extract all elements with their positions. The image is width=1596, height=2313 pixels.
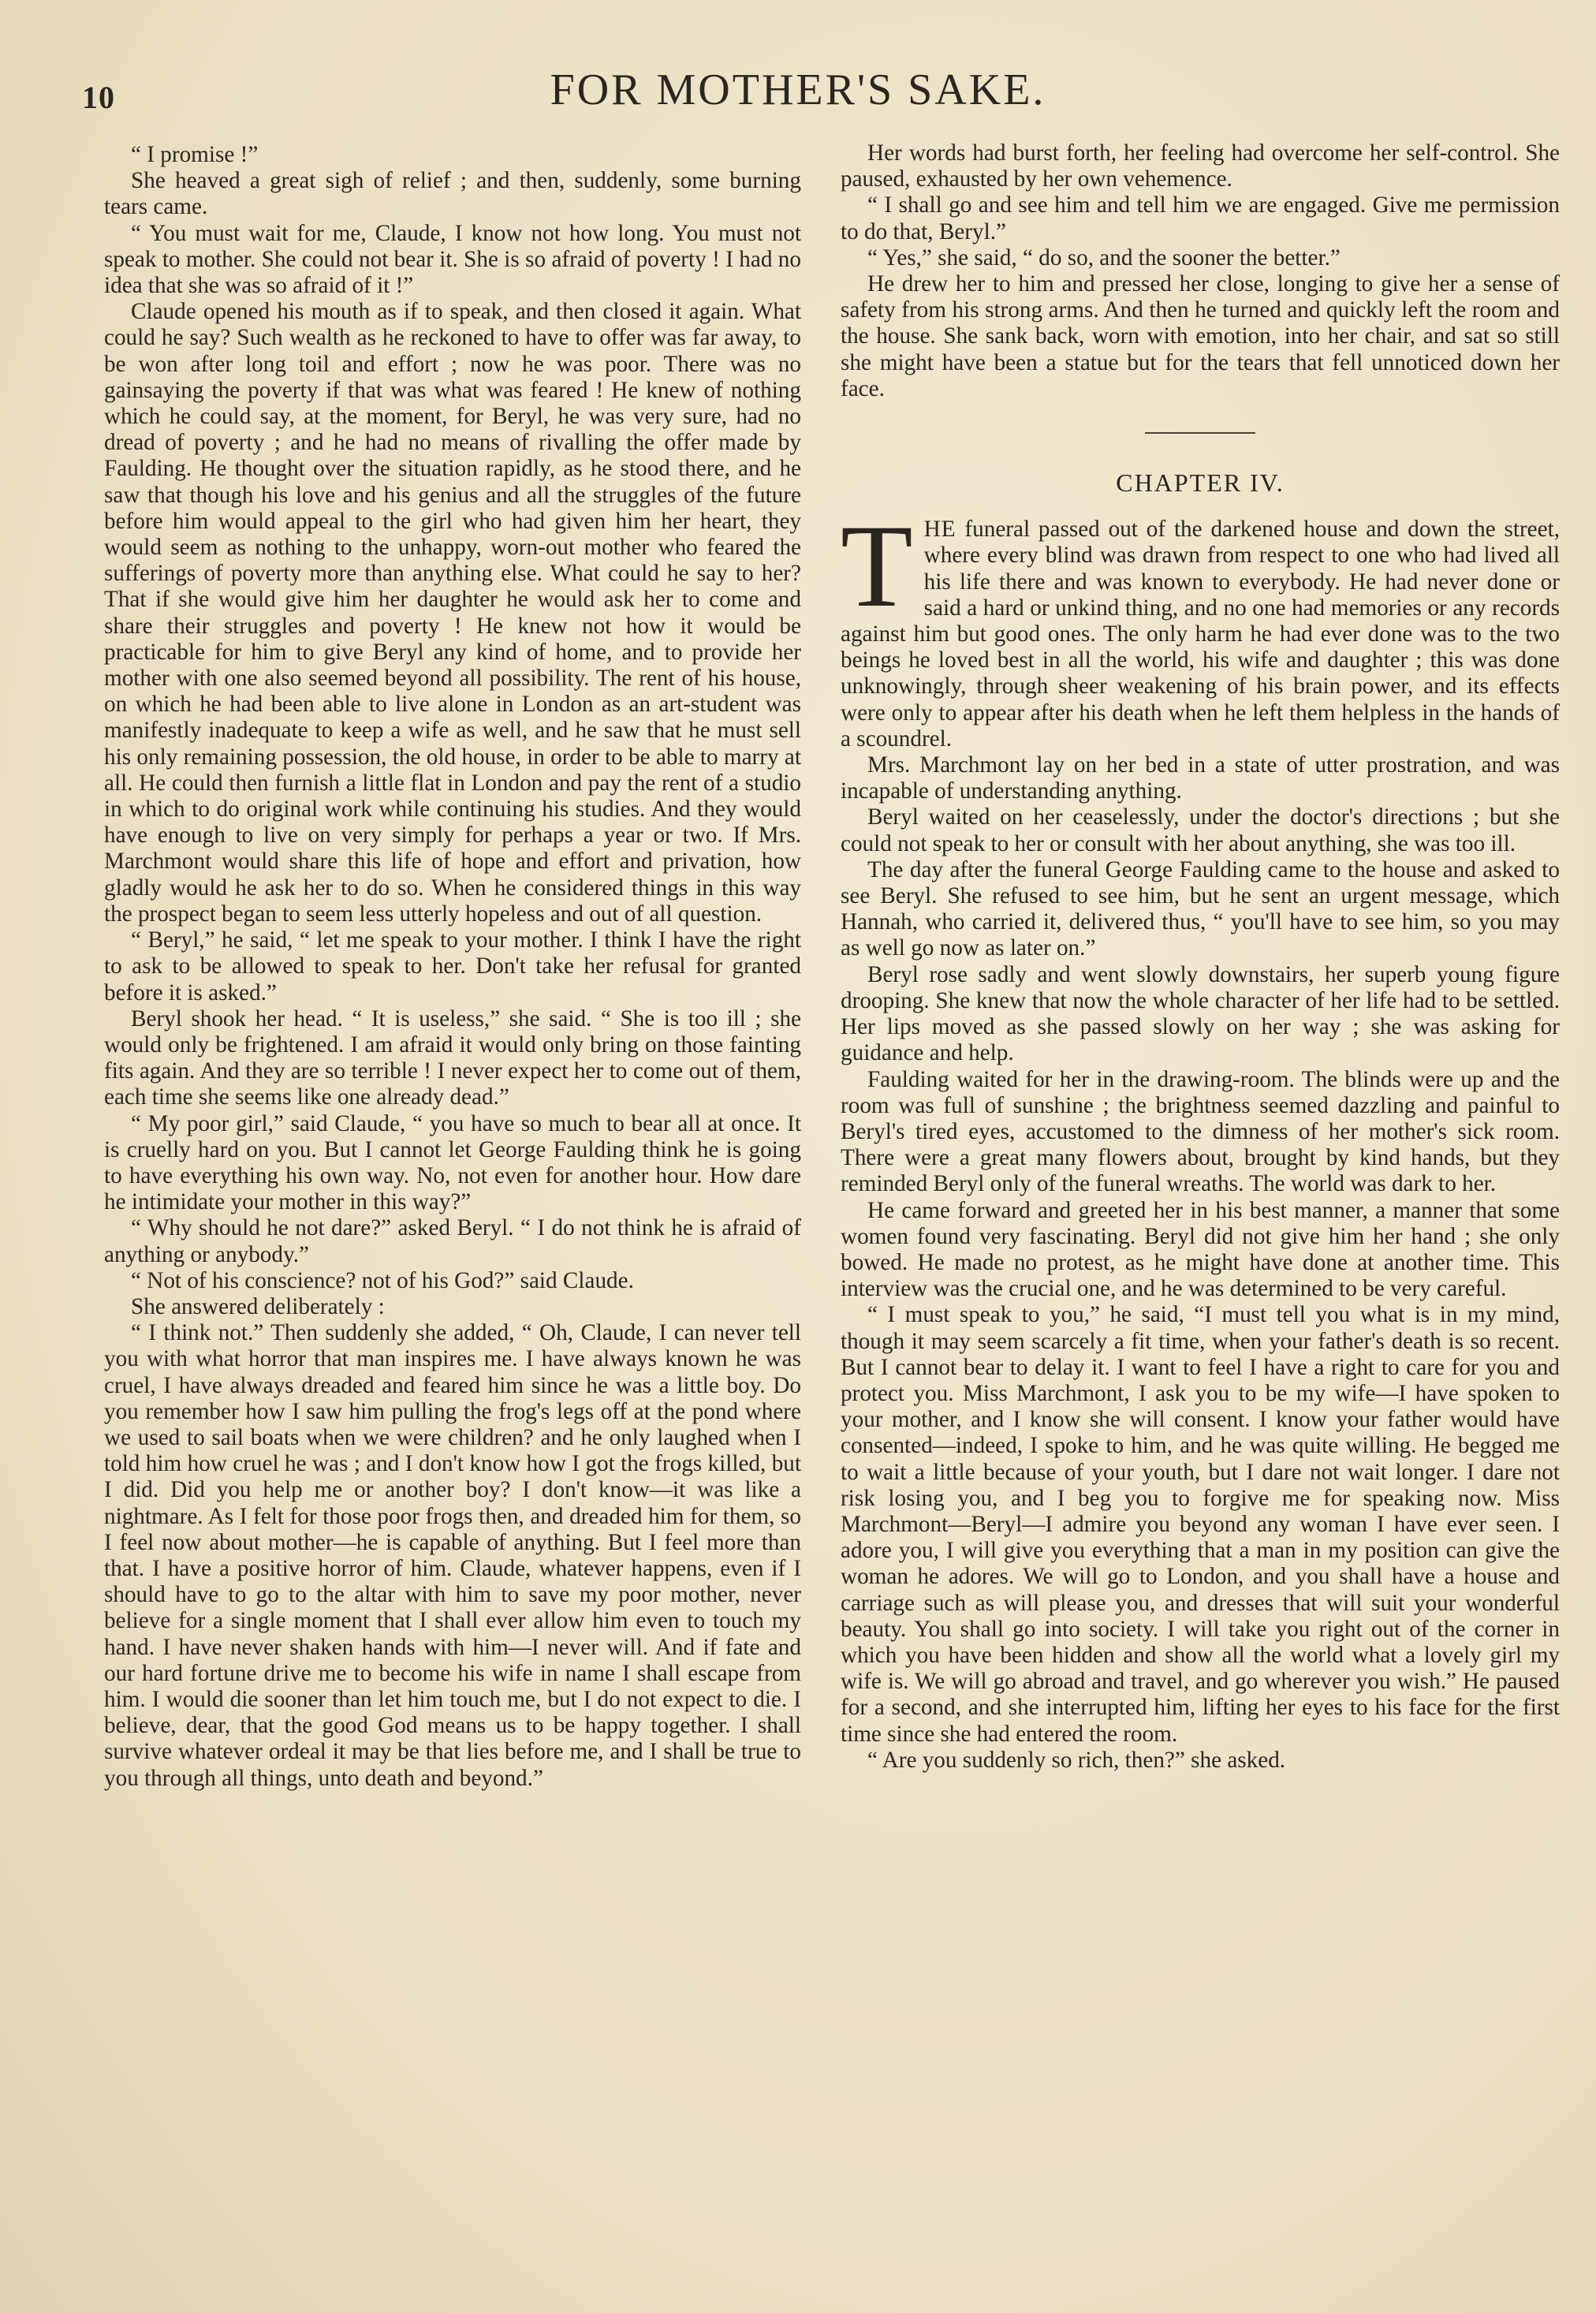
paragraph: Beryl rose sadly and went slowly downstairs, her superb young figure drooping. She knew that now the whole character of her life had to be settled. Her lips moved as she passed slowly on her way ; she was asking for guidance and help. [841, 961, 1560, 1066]
paragraph: “ My poor girl,” said Claude, “ you have so much to bear all at once. It is cruelly hard on you. But I cannot let George Faulding think he is going to have everything his own way. No, not even for another hour. How dare he intimidate your mother in this way?” [104, 1110, 801, 1215]
paragraph: “ Beryl,” he said, “ let me speak to your mother. I think I have the right to ask to be allowed to speak to her. Don't take her refusal for granted before it is asked.” [104, 927, 801, 1005]
paragraph: “ Are you suddenly so rich, then?” she asked. [867, 1747, 1286, 1773]
paragraph: He drew her to him and pressed her close, longing to give her a sense of safety from his strong arms. And then he turned and quickly left the room and the house. She sank back, worn with emotion, into her chair, and sat so still she might have been a statue but for the tears that fell unnoticed down her face. [841, 271, 1560, 401]
paragraph: The day after the funeral George Faulding came to the house and asked to see Beryl. She refused to see him, but he sent an urgent message, which Hannah, who carried it, delivered thus, “ you'll have to see him, so you may as well go now as later on.” [841, 856, 1560, 961]
paragraph: She answered deliberately : [131, 1293, 385, 1319]
paragraph: Mrs. Marchmont lay on her bed in a state of utter prostration, and was incapable of understanding anything. [841, 752, 1560, 804]
paragraph: “ Yes,” she said, “ do so, and the sooner the better.” [867, 244, 1341, 270]
page-number: 10 [82, 80, 115, 115]
paragraph: Claude opened his mouth as if to speak, and then closed it again. What could he say? Such wealth as he reckoned to have to offer was far away, to be won after long toil and effort ; now he was poor. There was no gainsaying the poverty if that was what was feared ! He knew of nothing which he could say, at the moment, for Beryl, he was very sure, had no dread of poverty ; and he had no means of rivalling the offer made by Faulding. He thought over the situation rapidly, as he stood there, and he saw that though his love and his genius and all the struggles of the future before him would appeal to the girl who had given him her heart, they would seem as nothing to the unhappy, worn-out mother who feared the sufferings of poverty more than anything else. What could he say to her? That if she would give him her daughter he would ask her to come and share their struggles and poverty ! He knew not how it would be practicable for him to give Beryl any kind of home, and to provide her mother with one also seemed beyond all possibility. The rent of his house, on which he had been able to live alone in London as an art-student was manifestly inadequate to keep a wife as well, and he saw that he must sell his only remaining possession, the old house, in order to be able to marry at all. He could then furnish a little flat in London and pay the rent of a studio in which to do original work while continuing his studies. And they would have enough to live on very simply for perhaps a year or two. If Mrs. Marchmont would share this life of hope and effort and privation, how gladly would he ask her to do so. When he considered things in this way the prospect began to seem less utterly hopeless and out of all question. [104, 299, 801, 927]
paragraph: She heaved a great sigh of relief ; and then, suddenly, some burning tears came. [104, 168, 801, 220]
paragraph: “ I shall go and see him and tell him we are engaged. Give me permission to do that, Beryl.” [841, 192, 1560, 244]
paragraph: “ I must speak to you,” he said, “I must tell you what is in my mind, though it may seem scarcely a fit time, when your father's death is so recent. But I cannot bear to delay it. I want to feel I have a right to care for you and protect you. Miss Marchmont, I ask you to be my wife—I have spoken to your mother, and I know she will consent. I know your father would have consented—indeed, I spoke to him, and he was quite willing. He begged me to wait a little because of your youth, but I dare not wait longer. I dare not risk losing you, and I beg you to forgive me for speaking now. Miss Marchmont—Beryl—I admire you beyond any woman I have ever seen. I adore you, I will give you everything that a man in my position can give the woman he adores. We will go to London, and you shall have a house and carriage such as will please you, and dresses that will suit your wonderful beauty. You shall go into society. I will take you right out of the corner in which you have been hidden and show all the world what a lovely girl my wife is. We will go abroad and travel, and go wherever you wish.” He paused for a second, and she interrupted him, lifting her eyes to his face for the first time since she had entered the room. [841, 1302, 1560, 1747]
right-column [841, 140, 1560, 1774]
section-divider [1145, 432, 1255, 434]
drop-cap: T [841, 501, 913, 632]
paragraph: He came forward and greeted her in his best manner, a manner that some women found very fascinating. Beryl did not give him her hand ; she only bowed. He made no protest, as he might have done at another time. This interview was the crucial one, and he was determined to be very careful. [841, 1197, 1560, 1302]
opening-text: funeral passed out of the darkened house and down the street, where every blind was drawn from respect to one who had lived all his life there and was known to everybody. He had never done or said a hard or unkind thing, and no one had memories or any records against him but good ones. The only harm he had ever done was to the two beings he loved best in all the world, his wife and daughter ; this was done unknowingly, through sheer weakening of his brain power, and its effects were only to appear after his death when he left them helpless in the hands of a scoundrel. [841, 517, 1560, 752]
paragraph: “ Why should he not dare?” asked Beryl. “ I do not think he is afraid of anything or anybody.” [104, 1215, 801, 1267]
running-title: FOR MOTHER'S SAKE. [550, 65, 1046, 114]
chapter-opening-paragraph [841, 501, 1560, 752]
paragraph: Faulding waited for her in the drawing-room. The blinds were up and the room was full of sunshine ; the brightness seemed dazzling and painful to Beryl's tired eyes, accustomed to the dimness of her mother's sick room. There were a great many flowers about, brought by kind hands, but they reminded Beryl only of the funeral wreaths. The world was dark to her. [841, 1066, 1560, 1197]
opening-caps: HE [923, 517, 956, 543]
paragraph: “ I think not.” Then suddenly she added, “ Oh, Claude, I can never tell you with what horror that man inspires me. I have always known he was cruel, I have always dreaded and feared him since he was a little boy. Do you remember how I saw him pulling the frog's legs off at the pond where we used to sail boats when we were children? and he only laughed when I told him how cruel he was ; and I don't know how I got the frogs killed, but I did. Did you help me or another boy? I don't know—it was like a nightmare. As I felt for those poor frogs then, and dreaded him for them, so I feel now about mother—he is capable of anything. But I feel more than that. I have a positive horror of him. Claude, whatever happens, even if I should have to go to the altar with him to save my poor mother, never believe for a single moment that I shall ever allow him even to touch my hand. I have never shaken hands with him—I never will. And if fate and our hard fortune drive me to become his wife in name I shall escape from him. I would die sooner than let him touch me, but I do not expect to die. I believe, dear, that the good God means us to be happy together. I shall survive whatever ordeal it may be that lies before me, and I shall be true to you through all things, unto death and beyond.” [104, 1320, 801, 1791]
paragraph: “ I promise !” [131, 142, 259, 167]
paragraph: Beryl shook her head. “ It is useless,” she said. “ She is too ill ; she would only be frightened. I am afraid it would only bring on those fainting fits again. And they are so terrible ! I never expect her to come out of them, each time she seems like one already dead.” [104, 1005, 801, 1110]
paragraph: “ You must wait for me, Claude, I know not how long. You must not speak to mother. She could not bear it. She is so afraid of poverty ! I had no idea that she was so afraid of it !” [104, 220, 801, 299]
left-column [104, 142, 801, 1792]
chapter-heading: CHAPTER IV. [1116, 468, 1285, 498]
paragraph: “ Not of his conscience? not of his God?” said Claude. [131, 1267, 634, 1293]
paragraph: Her words had burst forth, her feeling had overcome her self-control. She paused, exhausted by her own vehemence. [841, 140, 1560, 192]
paragraph: Beryl waited on her ceaselessly, under the doctor's directions ; but she could not speak to her or consult with her about anything, she was too ill. [841, 804, 1560, 856]
page-header [0, 65, 1596, 120]
